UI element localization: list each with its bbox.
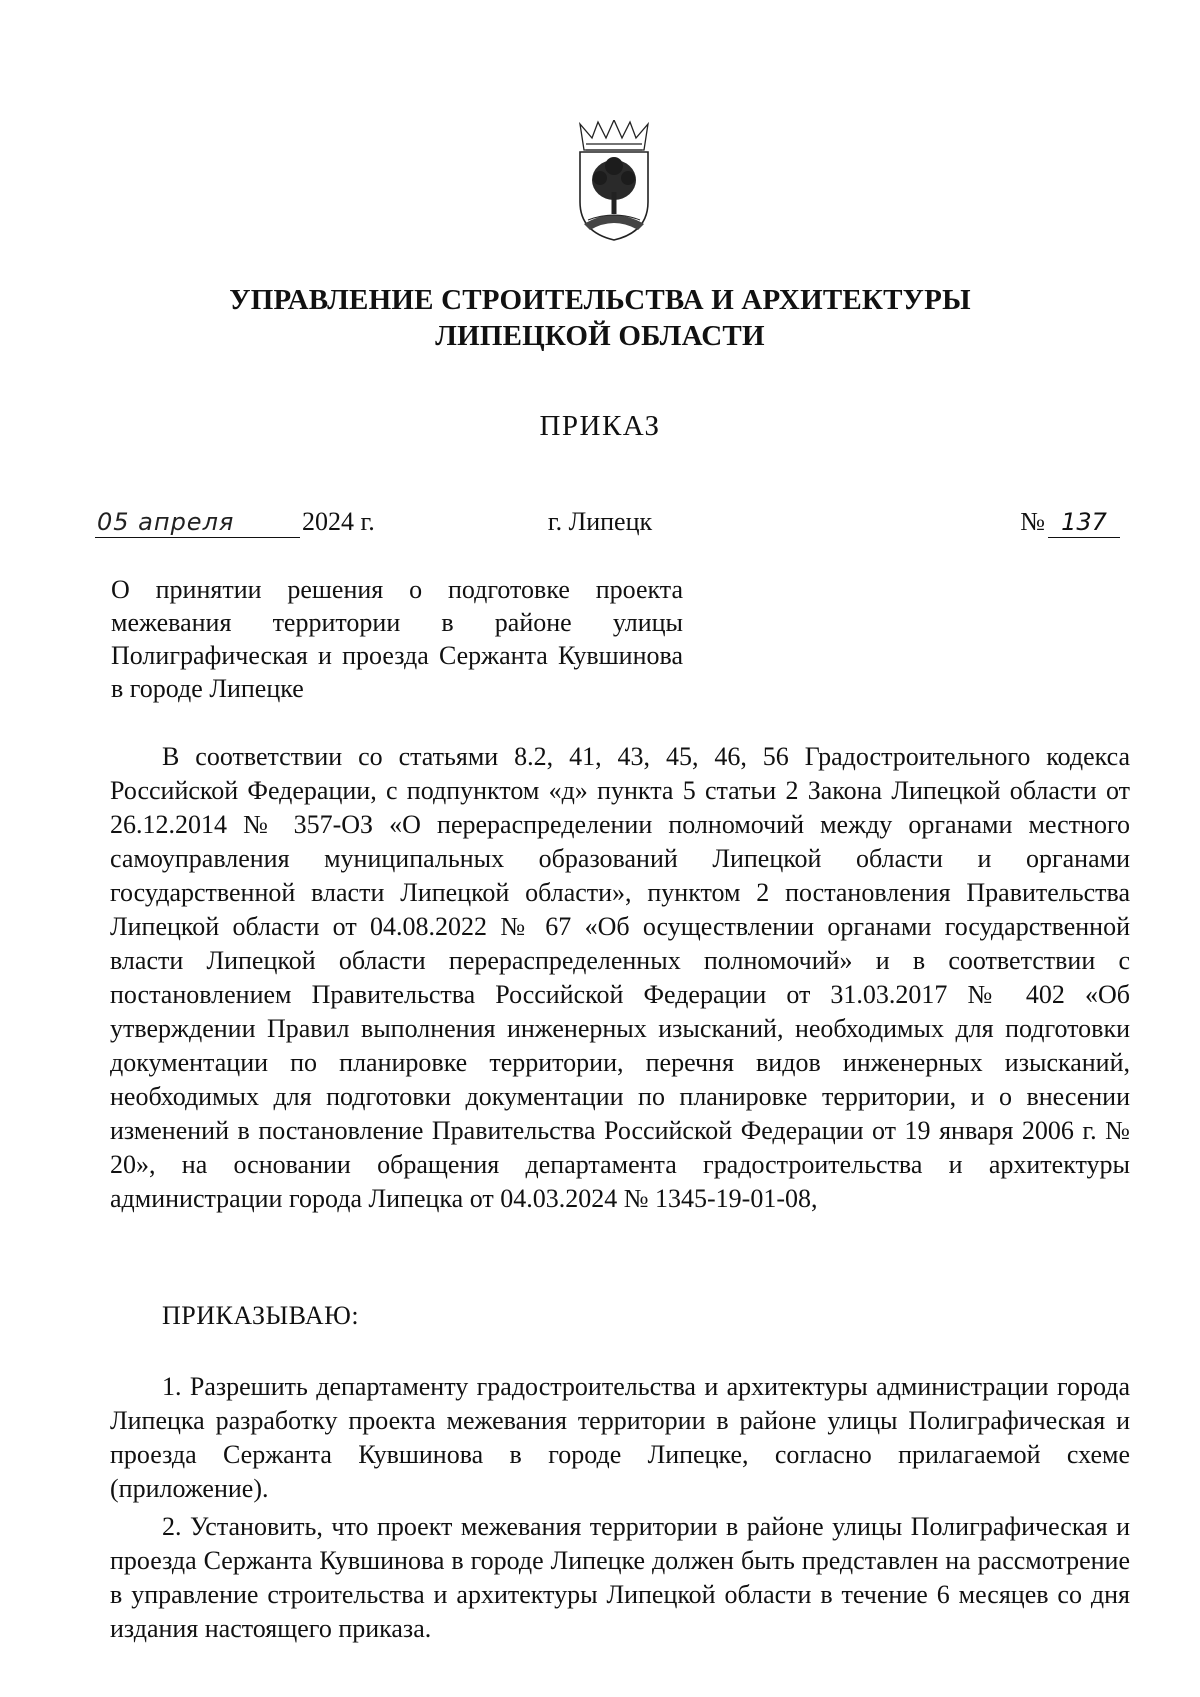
document-subject: О принятии решения о подготовке проекта межевания территории в районе улицы Полиграфическая и проезда Сержанта Кувшинова в городе Липецке — [111, 575, 683, 703]
coat-of-arms-icon — [574, 120, 654, 244]
handwritten-date: 05 апреля — [95, 507, 300, 538]
document-date — [95, 507, 455, 547]
number-label: № — [1020, 507, 1045, 536]
document-number — [1020, 507, 1120, 547]
order-item-2: 2. Установить, что проект межевания территории в районе улицы Полиграфическая и проезда Сержанта Кувшинова в городе Липецке должен быть представлен на рассмотрение в управление строительства и архитектуры Липецкой области в течение 6 месяцев со дня издания настоящего приказа. — [110, 1512, 1130, 1643]
document-type: ПРИКАЗ — [539, 410, 661, 442]
date-year: 2024 г. — [302, 507, 375, 536]
authority-line-2: ЛИПЕЦКОЙ ОБЛАСТИ — [435, 320, 765, 352]
handwritten-number: 137 — [1048, 507, 1120, 538]
document-city: г. Липецк — [547, 507, 653, 536]
issuing-authority — [100, 282, 1100, 354]
authority-line-1: УПРАВЛЕНИЕ СТРОИТЕЛЬСТВА И АРХИТЕКТУРЫ — [229, 284, 971, 316]
order-items — [110, 1370, 1130, 1650]
order-item-1: 1. Разрешить департаменту градостроительства и архитектуры администрации города Липецка разработку проекта межевания территории в районе улицы Полиграфическая и проезда Сержанта Кувшинова в городе Липецке, согласно прилагаемой схеме (приложение). — [110, 1372, 1130, 1503]
decree-heading: ПРИКАЗЫВАЮ: — [162, 1301, 360, 1330]
preamble-paragraph: В соответствии со статьями 8.2, 41, 43, 45, 46, 56 Градостроительного кодекса Российской Федерации, с подпунктом «д» пункта 5 статьи 2 Закона Липецкой области от 26.12.2014 № 357-ОЗ «О перераспределении полномочий между органами местного самоуправления муниципальных образований Липецкой области и органами государственной власти Липецкой области», пунктом 2 постановления Правительства Липецкой области от 04.08.2022 № 67 «Об осуществлении органами государственной власти Липецкой области перераспределенных полномочий» и в соответствии с постановлением Правительства Российской Федерации от 31.03.2017 № 402 «Об утверждении Правил выполнения инженерных изысканий, необходимых для подготовки документации по планировке территории, перечня видов инженерных изысканий, необходимых для подготовки документации по планировке территории, и о внесении изменений в постановление Правительства Российской Федерации от 19 января 2006 г. № 20», на основании обращения департамента градостроительства и архитектуры администрации города Липецка от 04.03.2024 № 1345-19-01-08, — [110, 742, 1130, 1213]
preamble — [110, 740, 1130, 1216]
